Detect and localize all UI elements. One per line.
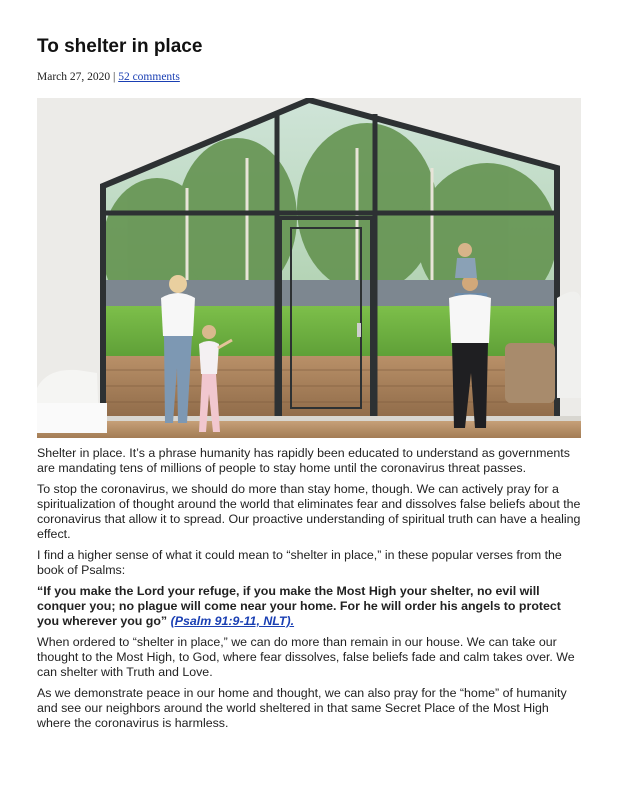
paragraph: As we demonstrate peace in our home and thought, we can also pray for the “home” of humanity and see our neighbors around the world sheltered in that same Secret Place of the Most High where the coronavirus is harmless. [37, 686, 567, 730]
post-meta [37, 71, 180, 83]
comments-link[interactable]: 52 comments [118, 71, 180, 83]
page-title: To shelter in place [37, 36, 203, 57]
paragraph: To stop the coronavirus, we should do more than stay home, though. We can actively pray for a spiritualization of thought around the world that eliminates fear and dissolves false beliefs about the coronavirus that allow it to spread. Our proactive understanding of spiritual truth can have a healing effect. [37, 482, 581, 541]
hero-image [37, 98, 581, 438]
article-body [37, 446, 585, 737]
scripture-quote [37, 584, 585, 629]
quote-text: “If you make the Lord your refuge, if you make the Most High your shelter, no evil will conquer you; no plague will come near your home. For he will order his angels to protect you wherever you go” [37, 584, 561, 628]
citation-link[interactable]: (Psalm 91:9-11, NLT). [170, 614, 295, 628]
paragraph: Shelter in place. It’s a phrase humanity has rapidly been educated to understand as governments are mandating tens of millions of people to stay home until the coronavirus threat passes. [37, 446, 570, 475]
meta-separator: | [110, 71, 119, 83]
paragraph: When ordered to “shelter in place,” we can do more than remain in our house. We can take our thought to the Most High, to God, where fear dissolves, false beliefs fade and calm takes over. We can shelter with Truth and Love. [37, 635, 575, 679]
paragraph: I find a higher sense of what it could mean to “shelter in place,” in these popular verses from the book of Psalms: [37, 548, 562, 577]
post-date: March 27, 2020 [37, 71, 111, 83]
